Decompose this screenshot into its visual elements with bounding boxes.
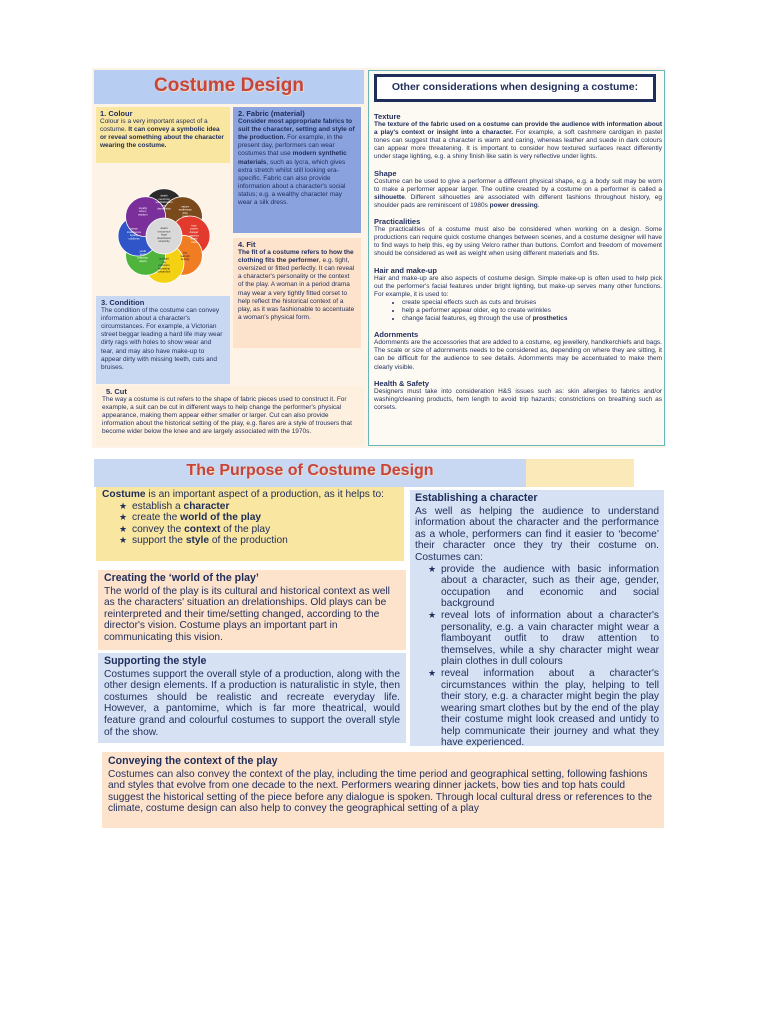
character-heading: Establishing a character (415, 492, 538, 504)
list-item-pre: support the (132, 535, 186, 547)
wheel-label: death mourning sophistication fear depression (155, 193, 173, 211)
shape-bold-2: power dressing (489, 201, 538, 209)
texture-bold: The texture of the fabric used on a costume can provide the audience with information about a play's context or insight into a character. (374, 121, 662, 137)
fit-heading: 4. Fit (238, 240, 256, 249)
colour-panel (96, 107, 230, 163)
page-title: Costume Design (154, 75, 304, 96)
fabric-text-2: , such as lycra, which gives extra stretch whilst still looking era-specific. Fabric can also provide information about a character's social status; e.g. a wealthy character may wear a silk dress. (238, 158, 346, 207)
list-item-pre: establish a (132, 500, 184, 512)
shape-text-3: . (537, 201, 540, 209)
colour-heading: 1. Colour (100, 109, 133, 118)
world-text: The world of the play is its cultural and historical context as well as the characters' situation an drelationships. Old plays can be reinterpreted and their time/setting changed, according to the director's vision. Costume plays an important part in communicating this vision. (104, 585, 390, 643)
style-heading: Supporting the style (104, 655, 207, 667)
purpose-title: The Purpose of Costume Design (186, 462, 434, 479)
wheel-label: nature earthiness dirty poor (178, 204, 192, 219)
texture-heading: Texture (374, 112, 401, 121)
fabric-bold-2: modern synthetic materials (238, 150, 347, 166)
fit-bold: The fit of a costume refers to how the clothing fits the performer (238, 249, 354, 265)
fabric-bold-1: Consider most appropriate fabrics to suit the character, setting and style of the production. (238, 118, 355, 142)
list-item-text: change facial features, eg through the use of (402, 315, 533, 323)
colour-wheel (115, 181, 213, 291)
list-item-bold: context (184, 523, 221, 535)
list-item-pre: create the (132, 512, 181, 524)
list-item-post: of the play (220, 523, 271, 535)
purpose-intro-panel (96, 487, 404, 561)
world-of-play-panel (98, 570, 406, 650)
list-item (132, 512, 398, 524)
intro-lead-bold: Costume (102, 489, 146, 500)
fabric-heading: 2. Fabric (material) (238, 109, 305, 118)
wheel-label: youth envy jealousy nature (137, 248, 148, 263)
character-text: As well as helping the audience to understand information about the character and the performance as a whole, performers can find it easier to ‘become’ their character once they try their costume on. Costumes can: (415, 505, 659, 563)
wheel-label: sunlight joy optimism friendship cowardice (157, 256, 171, 274)
cut-panel (96, 386, 364, 446)
wheel-label: love power danger passion anger heat (189, 223, 199, 244)
cut-heading: 5. Cut (106, 387, 127, 396)
context-text: Costumes can also convey the context of the play, including the time period and geographical setting, following fashions and styles that evolve from one decade to the next. Performers wearing dinner jackets, bow ties and top hats could suggest the historical setting of the piece before any dialogue is spoken. Through local cultural dress or references to the climate, costume design can also help to convey the geographical setting of a play (108, 768, 653, 815)
other-considerations-body (374, 113, 662, 412)
fit-text: , e.g. tight, oversized or fitted perfectly. It can reveal a character's personality or the context of the play. A woman in a period drama may wear a very tightly fitted corset to help reflect the historical context of a play, as it was fashionable to accentuate a woman's physical form. (238, 257, 355, 321)
adornments-text: Adornments are the accessories that are added to a costume, eg jewellery, handkerchiefs and bags. The scale or size of adornments needs to be considered as, depending on where they are sitting, it can be difficult for the audience to see details. Adornments may be accentuated to make them clearly visible. (374, 339, 662, 371)
wheel-label: peace intelligence loyalty coldness (127, 226, 141, 241)
condition-heading: 3. Condition (101, 298, 145, 307)
list-item: ★ provide the audience with basic information about a character, such as their age, gender, occupation and economic and social background (441, 564, 659, 610)
context-heading: Conveying the context of the play (108, 755, 278, 767)
intro-lead-text: is an important aspect of a production, as it helps to: (145, 489, 385, 500)
list-item-bold: character (183, 500, 230, 512)
health-safety-heading: Health & Safety (374, 378, 430, 388)
world-heading: Creating the ‘world of the play’ (104, 572, 259, 584)
list-item-pre: convey the (132, 523, 185, 535)
style-text: Costumes support the overall style of a production, along with the other design elements. If a production is naturalistic in style, then costumes should be realistic and recreate everyday life. However, a pantomime, which is far more theatrical, would feature grand and colourful costumes to support the overall style of the show. (104, 668, 400, 738)
other-considerations-title: Other considerations when designing a costume: (391, 81, 639, 93)
purpose-list (102, 501, 398, 547)
establishing-character-panel (410, 490, 664, 749)
list-item: ★ reveal information about a character's circumstances within the play, helping to tell their story, e.g. a character might begin the play wearing smart clothes but by the end of the play their costume might look creased and untidy to help communicate their journey and what they have experienced. (441, 668, 659, 749)
prosthetics-bold: prosthetics (532, 315, 568, 323)
practicalities-heading: Practicalities (374, 217, 421, 227)
list-item-bold: world of the play (180, 512, 262, 524)
wheel-label: joy warmth energy (180, 250, 190, 262)
fabric-panel (233, 107, 361, 233)
practicalities-text: The practicalities of a costume must also be considered when working on a design. Some productions can require quick costume changes between scenes, and a costume designer will have to find ways to help this, eg by using Velcro rather than buttons. Comfort and freedom of movement should be considered as well as weight when using different materials and fits. (374, 226, 662, 258)
shape-text-2: . Different silhouettes are associated with different fashions throughout history, eg shoulder pads are reminiscent of 1980s (374, 193, 662, 209)
list-item (132, 501, 398, 513)
list-item-post: of the production (209, 535, 288, 547)
hair-makeup-text: Hair and make-up are also aspects of costume design. Simple make-up is often used to help pick out the performer's facial features under bright lighting, but make-up serves many other functions. For example, it is used to: (374, 274, 662, 298)
conveying-context-panel (102, 752, 664, 828)
wheel-label: death innocence hope cleanliness simplicity (157, 226, 171, 244)
fabric-text-1: For example, in the present day, performers can wear costumes that use (238, 134, 343, 158)
list-item (132, 524, 398, 536)
wheel-label: royalty luxury wisdom (138, 205, 148, 217)
health-safety-text: Designers must take into consideration H&S issues such as: skin allergies to fabrics and/or washing/cleaning products, hem length to avoid trip hazards; constrictions on breathing such as corsets. (374, 387, 662, 411)
shape-bold-1: silhouette (374, 193, 405, 201)
list-item: • help a performer appear older, eg to create wrinkles (402, 307, 662, 315)
hair-makeup-list (374, 299, 662, 323)
texture-text: For example, a soft cashmere cardigan in pastel tones can suggest that a character is warm and caring, whereas leather and suede in dark colours can appear more threatening. It is important to consider how textured surfaces react differently under stage lighting, e.g. a shiny finish like satin is very reflective under lights. (374, 129, 662, 161)
fit-panel (233, 238, 361, 348)
list-item (132, 535, 398, 547)
condition-text: The condition of the costume can convey information about a character's circumstances. For example, a Victorian street beggar leading a hard life may wear dirty rags with holes to show wear and tear, and may also have make-up to appear dirty with missing teeth, cuts and bruises. (101, 307, 223, 371)
list-item: ★ reveal lots of information about a character's personality, e.g. a vain character might wear a flamboyant outfit to draw attention to themselves, while a shy character might wear plain clothes in dull colours (441, 610, 659, 668)
list-item: • create special effects such as cuts and bruises (402, 299, 662, 307)
colour-text: Colour is a very important aspect of a costume. (100, 118, 208, 134)
adornments-heading: Adornments (374, 330, 419, 340)
condition-panel (96, 296, 230, 384)
colour-text-bold: It can convey a symbolic idea or reveal something about the character wearing the costume. (100, 126, 224, 150)
list-item (402, 315, 662, 323)
purpose-title-banner-right (526, 459, 634, 487)
shape-text-1: Costume can be used to give a performer a different physical shape, e.g. a body suit may be worn to make a performer appear larger. The outline created by a costume on a performer is called a (374, 177, 662, 193)
list-item-bold: style (185, 535, 210, 547)
hair-makeup-heading: Hair and make-up (374, 265, 437, 275)
character-list (415, 564, 659, 750)
cut-text: The way a costume is cut refers to the shape of fabric pieces used to construct it. For example, a suit can be cut in different ways to help change the performer's physical appearance, making them appear either smaller or larger. Cut can also provide information about the historical setting of the play, e.g. flares are a style of trousers that become wider below the knee and are largely associated with the 1970s. (102, 396, 352, 436)
shape-heading: Shape (374, 168, 397, 178)
supporting-style-panel (98, 653, 406, 743)
